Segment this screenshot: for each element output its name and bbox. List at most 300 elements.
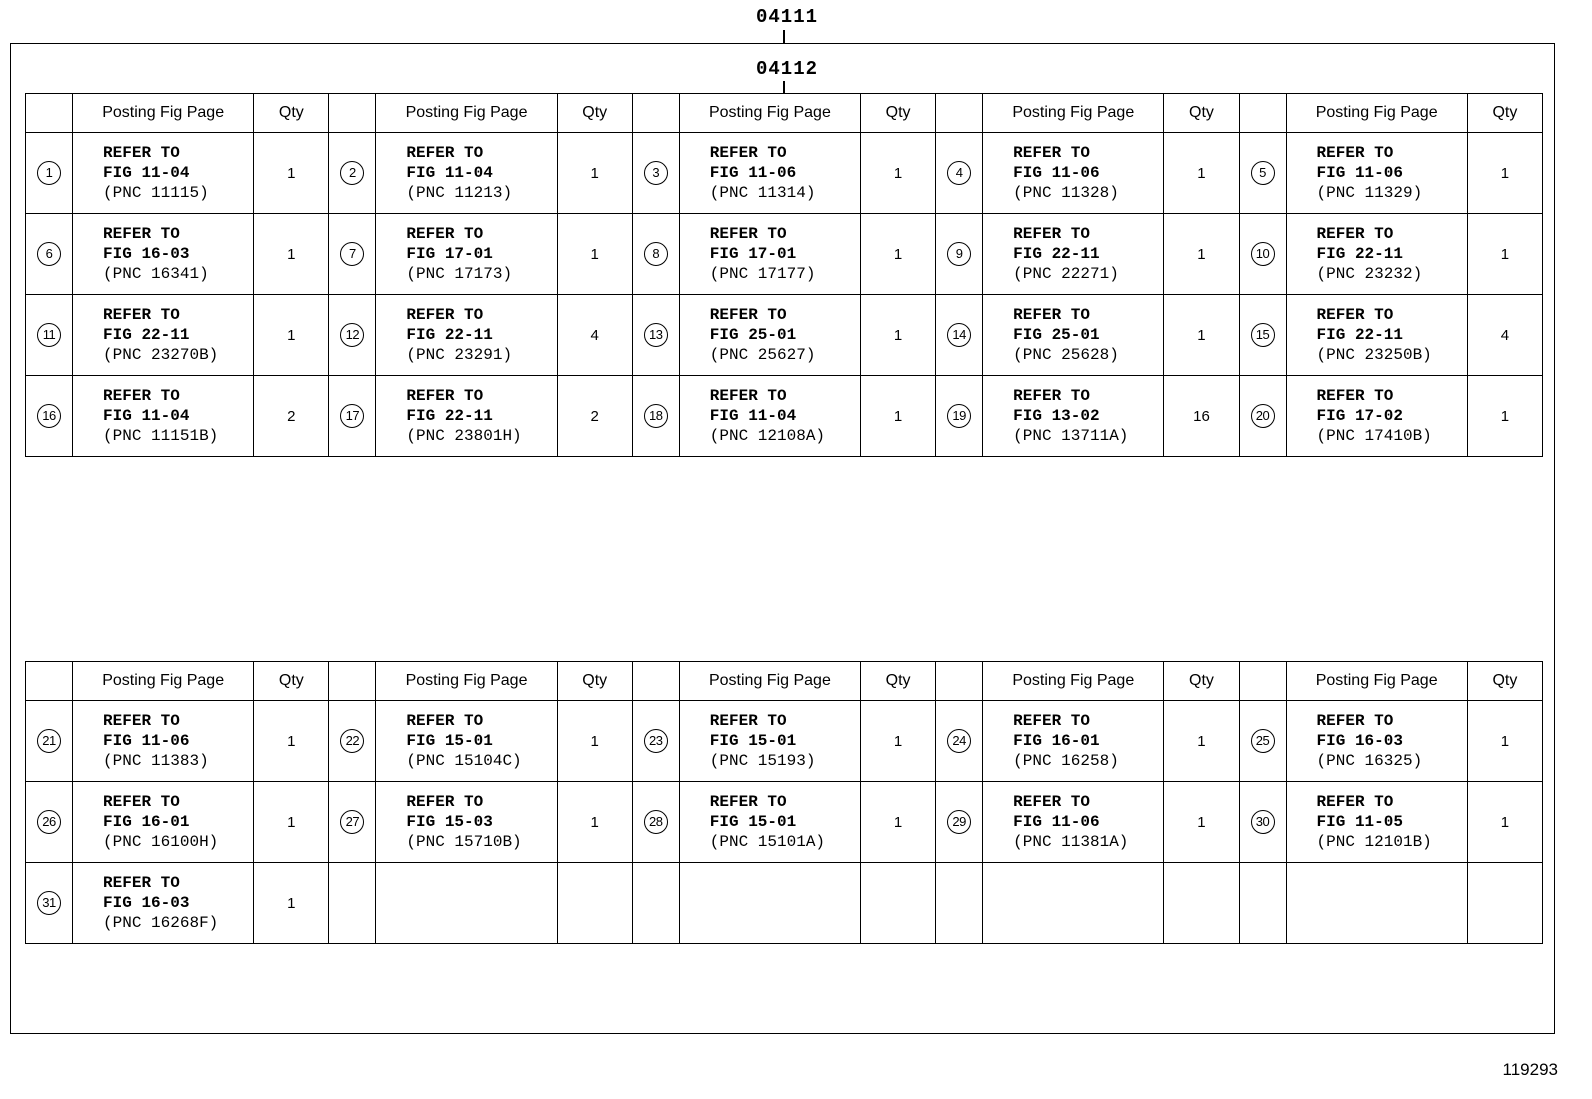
quantity-cell: 1 <box>1467 782 1542 863</box>
header-posting: Posting Fig Page <box>376 94 557 133</box>
item-number-badge: 22 <box>340 729 364 753</box>
reference-cell <box>679 376 860 457</box>
fig-reference: FIG 22-11 <box>406 407 493 425</box>
pnc-reference: (PNC 23250B) <box>1316 346 1432 364</box>
reference-text <box>680 792 860 852</box>
fig-reference: FIG 11-06 <box>709 164 797 182</box>
item-number-cell <box>1239 376 1286 457</box>
pnc-reference: (PNC 11329) <box>1316 184 1423 202</box>
fig-reference: FIG 13-02 <box>1013 407 1100 425</box>
header-number-cell <box>1239 662 1286 701</box>
reference-cell <box>73 782 254 863</box>
item-number-badge: 10 <box>1251 242 1275 266</box>
header-posting: Posting Fig Page <box>983 94 1164 133</box>
item-number-badge: 9 <box>947 242 971 266</box>
refer-to-text: REFER TO <box>1013 793 1090 811</box>
quantity-cell: 1 <box>254 863 329 944</box>
refer-to-text: REFER TO <box>406 144 484 162</box>
item-number-badge: 18 <box>644 404 668 428</box>
fig-reference: FIG 17-02 <box>1316 407 1403 425</box>
refer-to-text: REFER TO <box>103 712 180 730</box>
fig-reference: FIG 17-01 <box>709 245 797 263</box>
item-number-cell <box>26 214 73 295</box>
fig-reference: FIG 15-03 <box>406 813 493 831</box>
item-number-cell <box>329 376 376 457</box>
item-number-cell <box>632 863 679 944</box>
pnc-reference: (PNC 16100H) <box>103 833 219 851</box>
pnc-reference: (PNC 11213) <box>406 184 513 202</box>
header-posting: Posting Fig Page <box>73 662 254 701</box>
reference-text <box>1287 143 1467 203</box>
reference-text <box>983 792 1163 852</box>
quantity-cell: 1 <box>1467 701 1542 782</box>
pnc-reference: (PNC 23232) <box>1316 265 1423 283</box>
refer-to-text: REFER TO <box>406 712 484 730</box>
fig-reference: FIG 11-06 <box>103 732 190 750</box>
item-number-cell <box>632 376 679 457</box>
fig-reference: FIG 15-01 <box>406 732 493 750</box>
reference-table-2 <box>25 661 1543 944</box>
reference-text <box>376 143 556 203</box>
refer-to-text: REFER TO <box>1316 793 1394 811</box>
header-posting: Posting Fig Page <box>679 662 860 701</box>
header-number-cell <box>329 662 376 701</box>
item-number-badge: 30 <box>1251 810 1275 834</box>
header-qty: Qty <box>557 662 632 701</box>
quantity-cell <box>1467 863 1542 944</box>
refer-to-text: REFER TO <box>709 225 787 243</box>
reference-text <box>73 224 253 284</box>
item-number-badge: 23 <box>644 729 668 753</box>
pnc-reference: (PNC 15104C) <box>406 752 522 770</box>
reference-text <box>680 305 860 365</box>
header-qty: Qty <box>1467 662 1542 701</box>
table-row <box>26 295 1543 376</box>
item-number-cell <box>1239 214 1286 295</box>
refer-to-text: REFER TO <box>709 144 787 162</box>
header-qty: Qty <box>1164 94 1239 133</box>
refer-to-text: REFER TO <box>1013 306 1090 324</box>
pnc-reference: (PNC 13711A) <box>1013 427 1129 445</box>
quantity-cell: 1 <box>861 701 936 782</box>
table-row <box>26 863 1543 944</box>
item-number-cell <box>632 295 679 376</box>
item-number-badge: 7 <box>340 242 364 266</box>
reference-text <box>1287 386 1467 446</box>
reference-cell <box>73 376 254 457</box>
fig-reference: FIG 16-03 <box>1316 732 1403 750</box>
pnc-reference: (PNC 15710B) <box>406 833 522 851</box>
item-number-badge: 29 <box>947 810 971 834</box>
pnc-reference: (PNC 11151B) <box>103 427 219 445</box>
child-part-label: 04112 <box>756 58 819 80</box>
reference-text <box>376 711 556 771</box>
refer-to-text: REFER TO <box>1316 387 1394 405</box>
item-number-cell <box>26 376 73 457</box>
item-number-cell <box>329 863 376 944</box>
quantity-cell <box>1164 863 1239 944</box>
pnc-reference: (PNC 25627) <box>709 346 816 364</box>
refer-to-text: REFER TO <box>1316 225 1394 243</box>
item-number-badge: 31 <box>37 891 61 915</box>
refer-to-text: REFER TO <box>1316 306 1394 324</box>
item-number-cell <box>1239 133 1286 214</box>
reference-cell <box>1286 295 1467 376</box>
pnc-reference: (PNC 23801H) <box>406 427 522 445</box>
item-number-cell <box>26 701 73 782</box>
quantity-cell: 2 <box>254 376 329 457</box>
reference-cell <box>983 133 1164 214</box>
pnc-reference: (PNC 16258) <box>1013 752 1119 770</box>
item-number-cell <box>329 701 376 782</box>
refer-to-text: REFER TO <box>103 793 180 811</box>
reference-text <box>376 224 556 284</box>
fig-reference: FIG 25-01 <box>1013 326 1100 344</box>
reference-text <box>376 792 556 852</box>
item-number-badge: 14 <box>947 323 971 347</box>
item-number-cell <box>936 376 983 457</box>
refer-to-text: REFER TO <box>709 306 787 324</box>
reference-cell <box>679 295 860 376</box>
refer-to-text: REFER TO <box>709 793 787 811</box>
item-number-cell <box>26 295 73 376</box>
refer-to-text: REFER TO <box>1013 144 1090 162</box>
quantity-cell: 1 <box>254 133 329 214</box>
reference-text <box>1287 792 1467 852</box>
item-number-badge: 21 <box>37 729 61 753</box>
item-number-badge: 6 <box>37 242 61 266</box>
pnc-reference: (PNC 23291) <box>406 346 513 364</box>
fig-reference: FIG 11-04 <box>103 164 190 182</box>
item-number-badge: 11 <box>37 323 61 347</box>
reference-text <box>983 224 1163 284</box>
header-qty: Qty <box>861 662 936 701</box>
parent-part-label: 04111 <box>756 6 819 28</box>
reference-cell <box>983 214 1164 295</box>
reference-cell <box>983 782 1164 863</box>
item-number-cell <box>936 295 983 376</box>
item-number-cell <box>632 133 679 214</box>
quantity-cell: 1 <box>1467 376 1542 457</box>
quantity-cell: 1 <box>861 133 936 214</box>
quantity-cell: 1 <box>254 295 329 376</box>
item-number-badge: 15 <box>1251 323 1275 347</box>
pnc-reference: (PNC 17173) <box>406 265 513 283</box>
reference-cell <box>1286 782 1467 863</box>
reference-cell <box>1286 376 1467 457</box>
fig-reference: FIG 16-03 <box>103 245 190 263</box>
item-number-badge: 25 <box>1251 729 1275 753</box>
fig-reference: FIG 11-05 <box>1316 813 1403 831</box>
item-number-badge: 3 <box>644 161 668 185</box>
refer-to-text: REFER TO <box>103 387 180 405</box>
item-number-badge: 1 <box>37 161 61 185</box>
fig-reference: FIG 11-04 <box>709 407 797 425</box>
refer-to-text: REFER TO <box>103 874 180 892</box>
item-number-badge: 20 <box>1251 404 1275 428</box>
fig-reference: FIG 15-01 <box>709 813 797 831</box>
header-posting: Posting Fig Page <box>679 94 860 133</box>
item-number-cell <box>632 214 679 295</box>
item-number-cell <box>26 133 73 214</box>
quantity-cell: 2 <box>557 376 632 457</box>
reference-text <box>983 386 1163 446</box>
refer-to-text: REFER TO <box>103 306 180 324</box>
item-number-cell <box>936 133 983 214</box>
header-number-cell <box>632 662 679 701</box>
refer-to-text: REFER TO <box>103 144 180 162</box>
item-number-badge: 2 <box>340 161 364 185</box>
item-number-cell <box>329 133 376 214</box>
reference-text <box>376 305 556 365</box>
refer-to-text: REFER TO <box>406 225 484 243</box>
item-number-badge: 28 <box>644 810 668 834</box>
quantity-cell: 1 <box>1467 133 1542 214</box>
item-number-cell <box>1239 295 1286 376</box>
quantity-cell: 1 <box>557 782 632 863</box>
fig-reference: FIG 15-01 <box>709 732 797 750</box>
reference-cell <box>983 701 1164 782</box>
pnc-reference: (PNC 11328) <box>1013 184 1119 202</box>
fig-reference: FIG 11-04 <box>103 407 190 425</box>
reference-cell <box>679 214 860 295</box>
quantity-cell: 1 <box>557 214 632 295</box>
reference-text <box>983 143 1163 203</box>
reference-cell <box>679 133 860 214</box>
fig-reference: FIG 25-01 <box>709 326 797 344</box>
reference-cell <box>73 863 254 944</box>
refer-to-text: REFER TO <box>1013 387 1090 405</box>
item-number-cell <box>632 701 679 782</box>
reference-text <box>983 305 1163 365</box>
fig-reference: FIG 16-01 <box>1013 732 1100 750</box>
reference-cell <box>679 863 860 944</box>
item-number-badge: 26 <box>37 810 61 834</box>
item-number-cell <box>1239 863 1286 944</box>
header-qty: Qty <box>557 94 632 133</box>
item-number-badge: 5 <box>1251 161 1275 185</box>
header-number-cell <box>26 94 73 133</box>
fig-reference: FIG 11-04 <box>406 164 493 182</box>
reference-text <box>680 711 860 771</box>
reference-cell <box>73 701 254 782</box>
reference-table-1 <box>25 93 1543 457</box>
fig-reference: FIG 11-06 <box>1316 164 1403 182</box>
refer-to-text: REFER TO <box>709 712 787 730</box>
pnc-reference: (PNC 11381A) <box>1013 833 1129 851</box>
quantity-cell: 4 <box>557 295 632 376</box>
reference-cell <box>983 295 1164 376</box>
reference-cell <box>983 376 1164 457</box>
quantity-cell <box>861 863 936 944</box>
fig-reference: FIG 11-06 <box>1013 813 1100 831</box>
fig-reference: FIG 22-11 <box>103 326 190 344</box>
reference-text <box>1287 711 1467 771</box>
reference-cell <box>376 376 557 457</box>
item-number-badge: 19 <box>947 404 971 428</box>
reference-cell <box>1286 133 1467 214</box>
pnc-reference: (PNC 11383) <box>103 752 209 770</box>
fig-reference: FIG 22-11 <box>1316 326 1403 344</box>
reference-cell <box>376 863 557 944</box>
pnc-reference: (PNC 12101B) <box>1316 833 1432 851</box>
item-number-badge: 12 <box>340 323 364 347</box>
fig-reference: FIG 22-11 <box>1316 245 1403 263</box>
table-row <box>26 214 1543 295</box>
reference-cell <box>983 863 1164 944</box>
quantity-cell: 1 <box>1164 295 1239 376</box>
reference-cell <box>376 701 557 782</box>
header-qty: Qty <box>861 94 936 133</box>
header-number-cell <box>632 94 679 133</box>
item-number-badge: 13 <box>644 323 668 347</box>
quantity-cell: 1 <box>1467 214 1542 295</box>
item-number-cell <box>329 295 376 376</box>
header-posting: Posting Fig Page <box>376 662 557 701</box>
reference-cell <box>376 133 557 214</box>
quantity-cell: 1 <box>861 214 936 295</box>
fig-reference: FIG 22-11 <box>1013 245 1100 263</box>
reference-text <box>73 386 253 446</box>
item-number-badge: 4 <box>947 161 971 185</box>
quantity-cell: 16 <box>1164 376 1239 457</box>
refer-to-text: REFER TO <box>406 306 484 324</box>
reference-cell <box>376 782 557 863</box>
quantity-cell: 1 <box>861 295 936 376</box>
reference-cell <box>73 133 254 214</box>
refer-to-text: REFER TO <box>1013 712 1090 730</box>
item-number-cell <box>936 701 983 782</box>
refer-to-text: REFER TO <box>406 793 484 811</box>
quantity-cell: 1 <box>861 782 936 863</box>
item-number-cell <box>1239 782 1286 863</box>
item-number-cell <box>329 214 376 295</box>
pnc-reference: (PNC 16268F) <box>103 914 219 932</box>
reference-text <box>73 143 253 203</box>
item-number-cell <box>1239 701 1286 782</box>
reference-text <box>983 711 1163 771</box>
refer-to-text: REFER TO <box>1013 225 1090 243</box>
header-number-cell <box>936 94 983 133</box>
fig-reference: FIG 22-11 <box>406 326 493 344</box>
header-number-cell <box>26 662 73 701</box>
item-number-badge: 27 <box>340 810 364 834</box>
table-row <box>26 701 1543 782</box>
refer-to-text: REFER TO <box>406 387 484 405</box>
reference-cell <box>1286 863 1467 944</box>
quantity-cell: 1 <box>254 701 329 782</box>
reference-cell <box>679 701 860 782</box>
reference-text <box>73 305 253 365</box>
item-number-badge: 16 <box>37 404 61 428</box>
quantity-cell: 1 <box>254 214 329 295</box>
quantity-cell: 4 <box>1467 295 1542 376</box>
quantity-cell: 1 <box>557 701 632 782</box>
table-row <box>26 782 1543 863</box>
table-row <box>26 133 1543 214</box>
pnc-reference: (PNC 25628) <box>1013 346 1119 364</box>
reference-cell <box>73 295 254 376</box>
pnc-reference: (PNC 11314) <box>709 184 816 202</box>
refer-to-text: REFER TO <box>1316 144 1394 162</box>
pnc-reference: (PNC 17177) <box>709 265 816 283</box>
reference-cell <box>1286 701 1467 782</box>
pnc-reference: (PNC 15193) <box>709 752 816 770</box>
header-posting: Posting Fig Page <box>1286 662 1467 701</box>
reference-cell <box>679 782 860 863</box>
item-number-cell <box>936 214 983 295</box>
parent-leader-line <box>783 30 785 43</box>
header-number-cell <box>936 662 983 701</box>
refer-to-text: REFER TO <box>709 387 787 405</box>
quantity-cell: 1 <box>1164 133 1239 214</box>
fig-reference: FIG 17-01 <box>406 245 493 263</box>
reference-text <box>680 143 860 203</box>
header-qty: Qty <box>1467 94 1542 133</box>
refer-to-text: REFER TO <box>1316 712 1394 730</box>
fig-reference: FIG 11-06 <box>1013 164 1100 182</box>
pnc-reference: (PNC 22271) <box>1013 265 1119 283</box>
table-row <box>26 376 1543 457</box>
header-qty: Qty <box>1164 662 1239 701</box>
header-posting: Posting Fig Page <box>983 662 1164 701</box>
item-number-cell <box>26 863 73 944</box>
reference-text <box>1287 305 1467 365</box>
reference-text <box>73 873 253 933</box>
reference-cell <box>376 214 557 295</box>
fig-reference: FIG 16-01 <box>103 813 190 831</box>
pnc-reference: (PNC 17410B) <box>1316 427 1432 445</box>
quantity-cell: 1 <box>861 376 936 457</box>
item-number-badge: 8 <box>644 242 668 266</box>
header-posting: Posting Fig Page <box>1286 94 1467 133</box>
reference-cell <box>73 214 254 295</box>
item-number-cell <box>26 782 73 863</box>
quantity-cell: 1 <box>254 782 329 863</box>
reference-text <box>73 711 253 771</box>
quantity-cell: 1 <box>557 133 632 214</box>
item-number-badge: 24 <box>947 729 971 753</box>
item-number-cell <box>632 782 679 863</box>
reference-cell <box>376 295 557 376</box>
quantity-cell: 1 <box>1164 214 1239 295</box>
header-number-cell <box>1239 94 1286 133</box>
refer-to-text: REFER TO <box>103 225 180 243</box>
header-row <box>26 662 1543 701</box>
reference-text <box>73 792 253 852</box>
quantity-cell: 1 <box>1164 701 1239 782</box>
reference-cell <box>1286 214 1467 295</box>
quantity-cell <box>557 863 632 944</box>
header-qty: Qty <box>254 94 329 133</box>
header-qty: Qty <box>254 662 329 701</box>
item-number-cell <box>936 863 983 944</box>
header-number-cell <box>329 94 376 133</box>
reference-text <box>680 386 860 446</box>
pnc-reference: (PNC 12108A) <box>709 427 826 445</box>
figure-id: 119293 <box>1502 1060 1558 1079</box>
item-number-badge: 17 <box>340 404 364 428</box>
pnc-reference: (PNC 16325) <box>1316 752 1423 770</box>
reference-text <box>680 224 860 284</box>
pnc-reference: (PNC 23270B) <box>103 346 219 364</box>
item-number-cell <box>329 782 376 863</box>
header-posting: Posting Fig Page <box>73 94 254 133</box>
pnc-reference: (PNC 15101A) <box>709 833 826 851</box>
pnc-reference: (PNC 11115) <box>103 184 209 202</box>
reference-text <box>1287 224 1467 284</box>
quantity-cell: 1 <box>1164 782 1239 863</box>
